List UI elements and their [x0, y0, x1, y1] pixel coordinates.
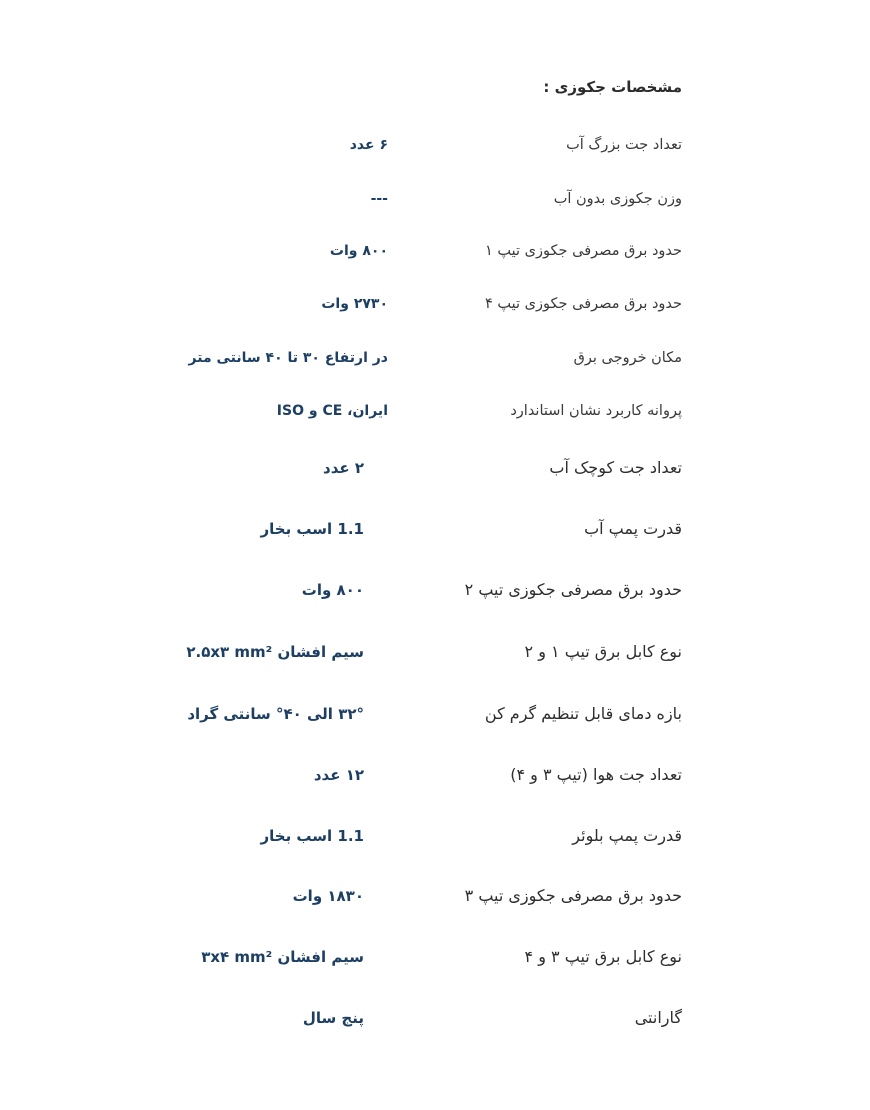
spec-value: 1.1 اسب بخار — [260, 827, 364, 845]
spec-value: ۱۲ عدد — [313, 766, 364, 784]
spec-row — [0, 637, 870, 667]
spec-label: قدرت پمپ آب — [584, 519, 682, 538]
spec-value: سیم افشان ۲.۵x۳ mm² — [186, 643, 364, 661]
spec-label: گارانتی — [634, 1008, 682, 1027]
spec-value: ۳۲° الی ۴۰° سانتی گراد — [187, 705, 364, 723]
spec-label: تعداد جت هوا (تیپ ۳ و ۴) — [510, 765, 682, 784]
spec-value: پنج سال — [302, 1009, 364, 1027]
section-heading: مشخصات جکوزی : — [543, 78, 682, 96]
spec-label: قدرت پمپ بلوئر — [572, 826, 682, 845]
spec-label: وزن جکوزی بدون آب — [553, 191, 682, 207]
spec-row — [0, 881, 870, 911]
spec-row — [0, 514, 870, 544]
spec-row — [0, 184, 870, 214]
spec-value: ۲ عدد — [323, 459, 364, 477]
spec-label: حدود برق مصرفی جکوزی تیپ ۴ — [485, 296, 682, 312]
spec-label: نوع کابل برق تیپ ۱ و ۲ — [524, 642, 682, 661]
spec-row — [0, 575, 870, 605]
spec-label: حدود برق مصرفی جکوزی تیپ ۲ — [464, 580, 682, 599]
spec-value: سیم افشان ۳x۴ mm² — [201, 948, 364, 966]
spec-row — [0, 396, 870, 426]
spec-row — [0, 699, 870, 729]
spec-row — [0, 236, 870, 266]
spec-label: حدود برق مصرفی جکوزی تیپ ۳ — [464, 886, 682, 905]
spec-row — [0, 289, 870, 319]
spec-row — [0, 821, 870, 851]
spec-value: ۶ عدد — [349, 137, 388, 153]
spec-value: --- — [370, 191, 388, 207]
spec-value: ۲۷۳۰ وات — [321, 296, 388, 312]
spec-row — [0, 343, 870, 373]
spec-value: ایران، CE و ISO — [276, 403, 388, 419]
spec-label: حدود برق مصرفی جکوزی تیپ ۱ — [485, 243, 682, 259]
spec-value: ۱۸۳۰ وات — [292, 887, 364, 905]
spec-label: تعداد جت بزرگ آب — [566, 137, 682, 153]
spec-label: تعداد جت کوچک آب — [549, 458, 682, 477]
spec-label: پروانه کاربرد نشان استاندارد — [510, 403, 682, 419]
spec-value: در ارتفاع ۳۰ تا ۴۰ سانتی متر — [188, 350, 388, 366]
spec-label: بازه دمای قابل تنظیم گرم کن — [484, 704, 682, 723]
spec-label: مکان خروجی برق — [573, 350, 682, 366]
spec-value: 1.1 اسب بخار — [260, 520, 364, 538]
spec-value: ۸۰۰ وات — [329, 243, 388, 259]
spec-row — [0, 760, 870, 790]
spec-label: نوع کابل برق تیپ ۳ و ۴ — [524, 947, 682, 966]
spec-row — [0, 453, 870, 483]
spec-row — [0, 130, 870, 160]
spec-row — [0, 942, 870, 972]
spec-row — [0, 1003, 870, 1033]
spec-value: ۸۰۰ وات — [301, 581, 364, 599]
